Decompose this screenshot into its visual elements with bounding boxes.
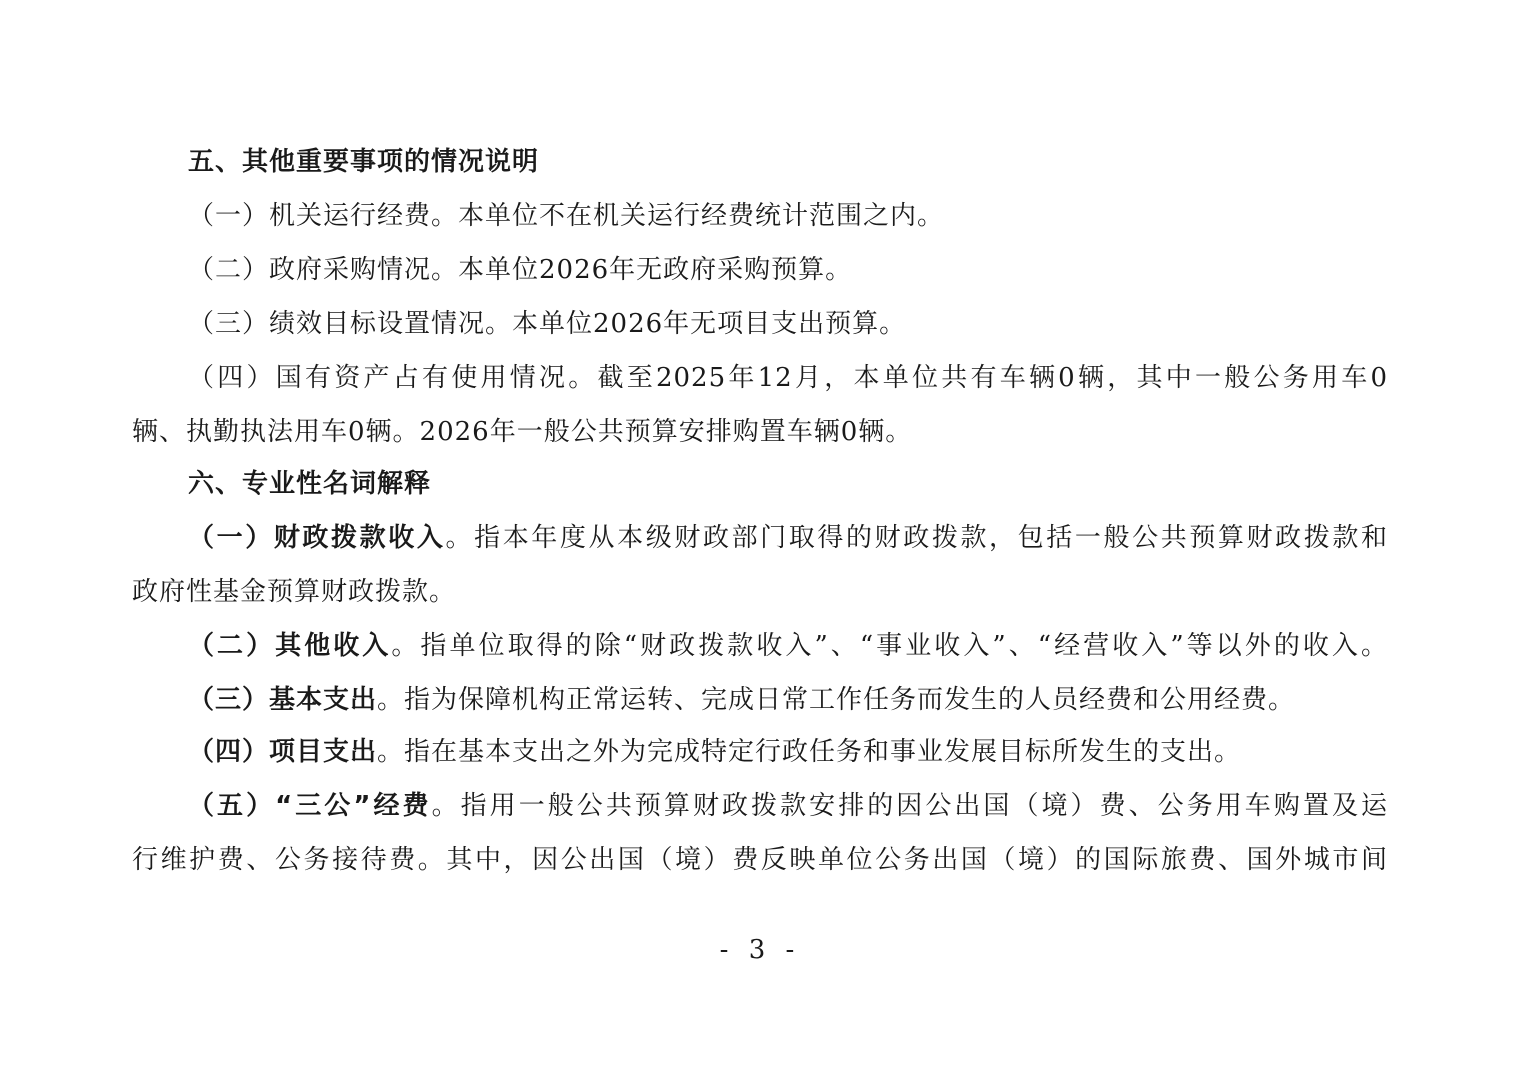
paragraph-state-assets-line1: （四）国有资产占有使用情况。截至2025年12月，本单位共有车辆0辆，其中一般公务用车0: [188, 363, 1388, 393]
page-number: - 3 -: [719, 935, 801, 965]
paragraph-three-public-expenses-line2: 行维护费、公务接待费。其中，因公出国（境）费反映单位公务出国（境）的国际旅费、国外城市间: [132, 845, 1388, 875]
paragraph-operating-expenses: （一）机关运行经费。本单位不在机关运行经费统计范围之内。: [188, 201, 945, 231]
definition-project-expenditure: 。指在基本支出之外为完成特定行政任务和事业发展目标所发生的支出。: [377, 737, 1242, 767]
definition-three-public-expenses: 。指用一般公共预算财政拨款安排的因公出国（境）费、公务用车购置及运: [431, 791, 1388, 821]
term-fiscal-appropriation: （一）财政拨款收入: [188, 523, 446, 553]
paragraph-project-expenditure: [188, 734, 1241, 770]
paragraph-three-public-expenses-line1: [188, 788, 1388, 824]
section-heading-other-matters: 五、其他重要事项的情况说明: [188, 147, 540, 177]
paragraph-performance-targets: （三）绩效目标设置情况。本单位2026年无项目支出预算。: [188, 309, 907, 339]
term-other-income: （二）其他收入: [188, 631, 392, 661]
definition-fiscal-appropriation: 。指本年度从本级财政部门取得的财政拨款，包括一般公共预算财政拨款和: [445, 523, 1388, 553]
term-project-expenditure: （四）项目支出: [188, 737, 378, 767]
paragraph-other-income: [188, 628, 1388, 664]
term-three-public-expenses: （五）“三公”经费: [188, 791, 432, 821]
term-basic-expenditure: （三）基本支出: [188, 685, 378, 715]
paragraph-state-assets-line2: 辆、执勤执法用车0辆。2026年一般公共预算安排购置车辆0辆。: [132, 417, 913, 447]
definition-other-income: 。指单位取得的除“财政拨款收入”、“事业收入”、“经营收入”等以外的收入。: [391, 631, 1388, 661]
paragraph-fiscal-appropriation-line2: 政府性基金预算财政拨款。: [132, 577, 457, 607]
section-heading-glossary: 六、专业性名词解释: [188, 469, 432, 499]
paragraph-government-procurement: （二）政府采购情况。本单位2026年无政府采购预算。: [188, 255, 853, 285]
definition-basic-expenditure: 。指为保障机构正常运转、完成日常工作任务而发生的人员经费和公用经费。: [377, 685, 1296, 715]
paragraph-fiscal-appropriation-line1: [188, 520, 1388, 556]
paragraph-basic-expenditure: [188, 682, 1295, 718]
